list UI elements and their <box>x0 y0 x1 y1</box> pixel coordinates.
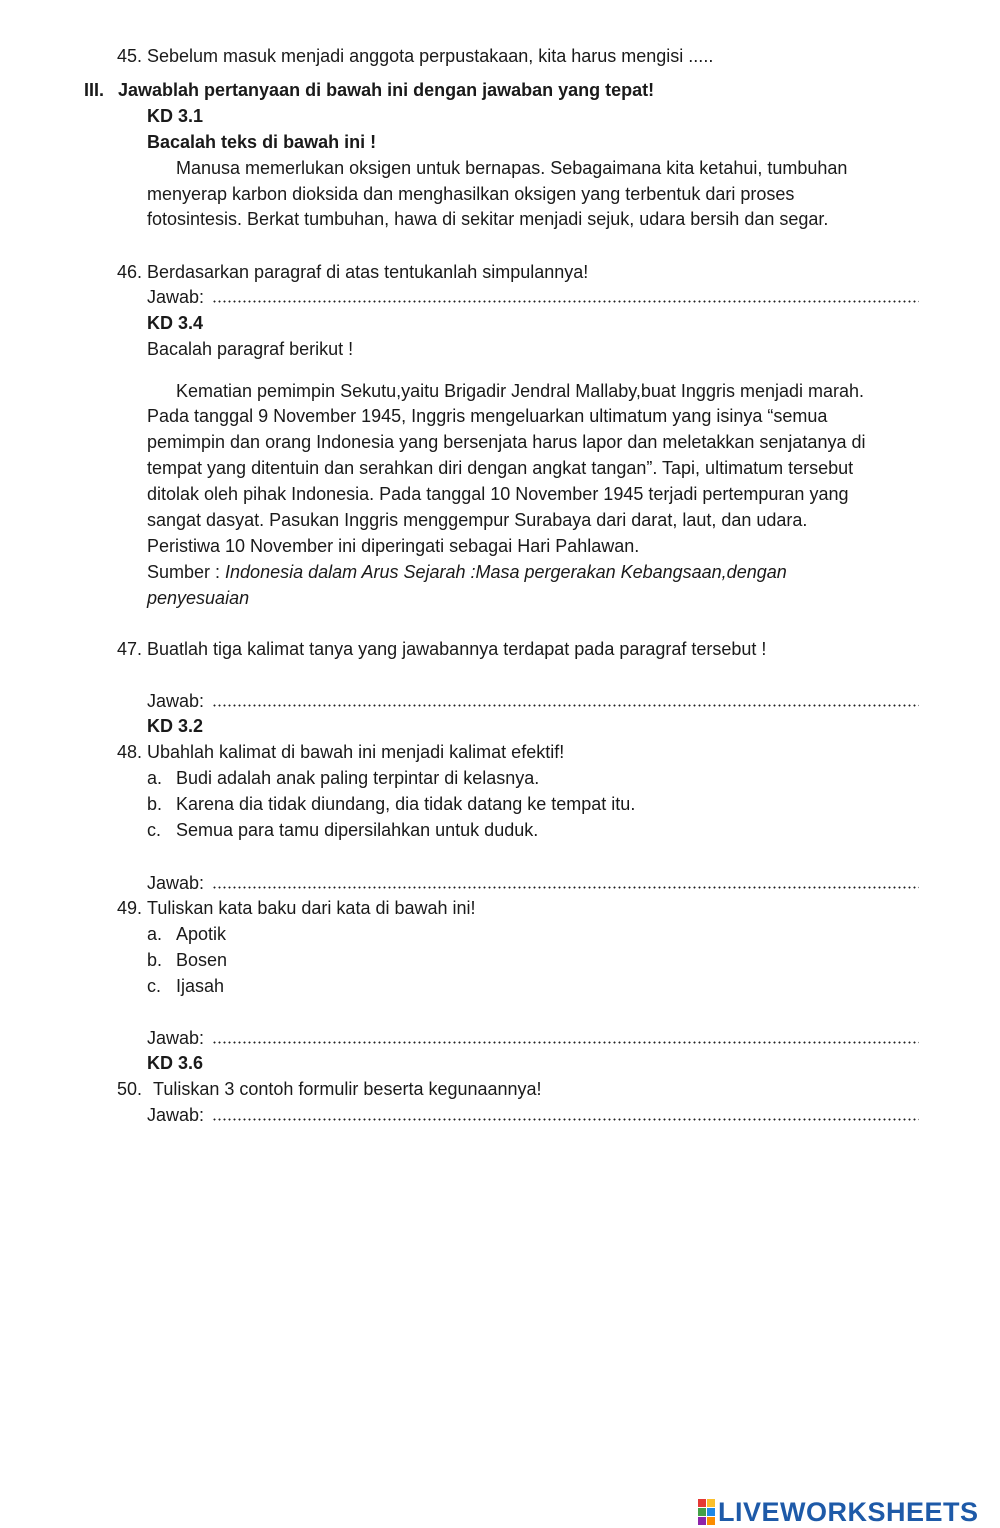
passage-2-line: ditolak oleh pihak Indonesia. Pada tanggal 10 November 1945 terjadi pertempuran yang <box>147 484 849 504</box>
question-48-item: Semua para tamu dipersilahkan untuk duduk. <box>176 820 539 840</box>
source-label: Sumber : <box>147 562 226 582</box>
passage-1-line: Manusa memerlukan oksigen untuk bernapas. Sebagaimana kita ketahui, tumbuhan <box>176 158 848 178</box>
question-48-number: 48. <box>117 742 143 762</box>
kd-3-6-label: KD 3.6 <box>147 1053 204 1073</box>
question-49-item: Apotik <box>176 924 227 944</box>
passage-2-line: tempat yang ditentuin dan serahkan diri dengan angkat tangan”. Tapi, ultimatum tersebut <box>147 458 854 478</box>
passage-2-line: Peristiwa 10 November ini diperingati sebagai Hari Pahlawan. <box>147 536 640 556</box>
source-title: Indonesia dalam Arus Sejarah :Masa pergerakan Kebangsaan,dengan <box>225 562 787 582</box>
question-49-item-letter: a. <box>147 924 163 944</box>
answer-dotted-line <box>212 300 919 303</box>
section-3-title: Jawablah pertanyaan di bawah ini dengan jawaban yang tepat! <box>118 80 655 100</box>
question-48-item-letter: a. <box>147 768 163 788</box>
answer-dotted-line <box>212 1041 919 1044</box>
answer-label: Jawab: <box>147 873 205 893</box>
question-49-item: Ijasah <box>176 976 225 996</box>
question-47-number: 47. <box>117 639 143 659</box>
logo-grid-icon <box>698 1499 715 1525</box>
source-citation <box>147 561 787 583</box>
answer-label: Jawab: <box>147 287 205 307</box>
answer-49-field[interactable] <box>147 1027 919 1049</box>
answer-46-field[interactable] <box>147 286 919 308</box>
question-48-text: Ubahlah kalimat di bawah ini menjadi kalimat efektif! <box>147 742 565 762</box>
kd-3-4-label: KD 3.4 <box>147 313 204 333</box>
passage-2-line: sangat dasyat. Pasukan Inggris menggempur Surabaya dari darat, laut, dan udara. <box>147 510 808 530</box>
kd-3-2-label: KD 3.2 <box>147 716 204 736</box>
kd-3-4-instruction: Bacalah paragraf berikut ! <box>147 339 354 359</box>
question-49-item-letter: c. <box>147 976 162 996</box>
answer-48-field[interactable] <box>147 872 919 894</box>
source-title-continued: penyesuaian <box>147 588 250 608</box>
answer-dotted-line <box>212 886 919 889</box>
passage-1-line: fotosintesis. Berkat tumbuhan, hawa di sekitar menjadi sejuk, udara bersih dan segar. <box>147 209 829 229</box>
answer-label: Jawab: <box>147 1105 205 1125</box>
answer-50-field[interactable] <box>147 1104 919 1126</box>
passage-2-line: Kematian pemimpin Sekutu,yaitu Brigadir Jendral Mallaby,buat Inggris menjadi marah. <box>176 381 865 401</box>
logo-cell <box>698 1499 706 1507</box>
answer-label: Jawab: <box>147 1028 205 1048</box>
question-49-item: Bosen <box>176 950 228 970</box>
question-47-text: Buatlah tiga kalimat tanya yang jawabannya terdapat pada paragraf tersebut ! <box>147 639 767 659</box>
question-49-text: Tuliskan kata baku dari kata di bawah ini! <box>147 898 476 918</box>
passage-2-line: Pada tanggal 9 November 1945, Inggris mengeluarkan ultimatum yang isinya “semua <box>147 406 828 426</box>
kd-3-1-label: KD 3.1 <box>147 106 204 126</box>
liveworksheets-logo[interactable] <box>698 1497 979 1527</box>
kd-3-1-instruction: Bacalah teks di bawah ini ! <box>147 132 377 152</box>
passage-2-line: pemimpin dan orang Indonesia yang bersenjata harus lapor dan meletakkan senjatanya di <box>147 432 866 452</box>
answer-label: Jawab: <box>147 691 205 711</box>
answer-47-field[interactable] <box>147 690 919 712</box>
logo-cell <box>698 1508 706 1516</box>
answer-dotted-line <box>212 1118 919 1121</box>
question-50-text: Tuliskan 3 contoh formulir beserta kegunaannya! <box>153 1079 542 1099</box>
question-48-item-letter: b. <box>147 794 163 814</box>
answer-dotted-line <box>212 704 919 707</box>
question-49-item-letter: b. <box>147 950 163 970</box>
question-49-number: 49. <box>117 898 143 918</box>
logo-cell <box>707 1508 715 1516</box>
question-50-number: 50. <box>117 1079 143 1099</box>
question-48-item: Karena dia tidak diundang, dia tidak datang ke tempat itu. <box>176 794 636 814</box>
question-45-text: Sebelum masuk menjadi anggota perpustakaan, kita harus mengisi ..... <box>147 46 714 66</box>
question-46-text: Berdasarkan paragraf di atas tentukanlah simpulannya! <box>147 262 589 282</box>
question-48-item: Budi adalah anak paling terpintar di kelasnya. <box>176 768 540 788</box>
question-46-number: 46. <box>117 262 143 282</box>
passage-1-line: menyerap karbon dioksida dan menghasilkan oksigen yang terbentuk dari proses <box>147 184 795 204</box>
logo-cell <box>707 1499 715 1507</box>
question-45-number: 45. <box>117 46 143 66</box>
question-48-item-letter: c. <box>147 820 162 840</box>
logo-text: LIVEWORKSHEETS <box>718 1496 979 1527</box>
section-3-roman: III. <box>84 80 105 100</box>
